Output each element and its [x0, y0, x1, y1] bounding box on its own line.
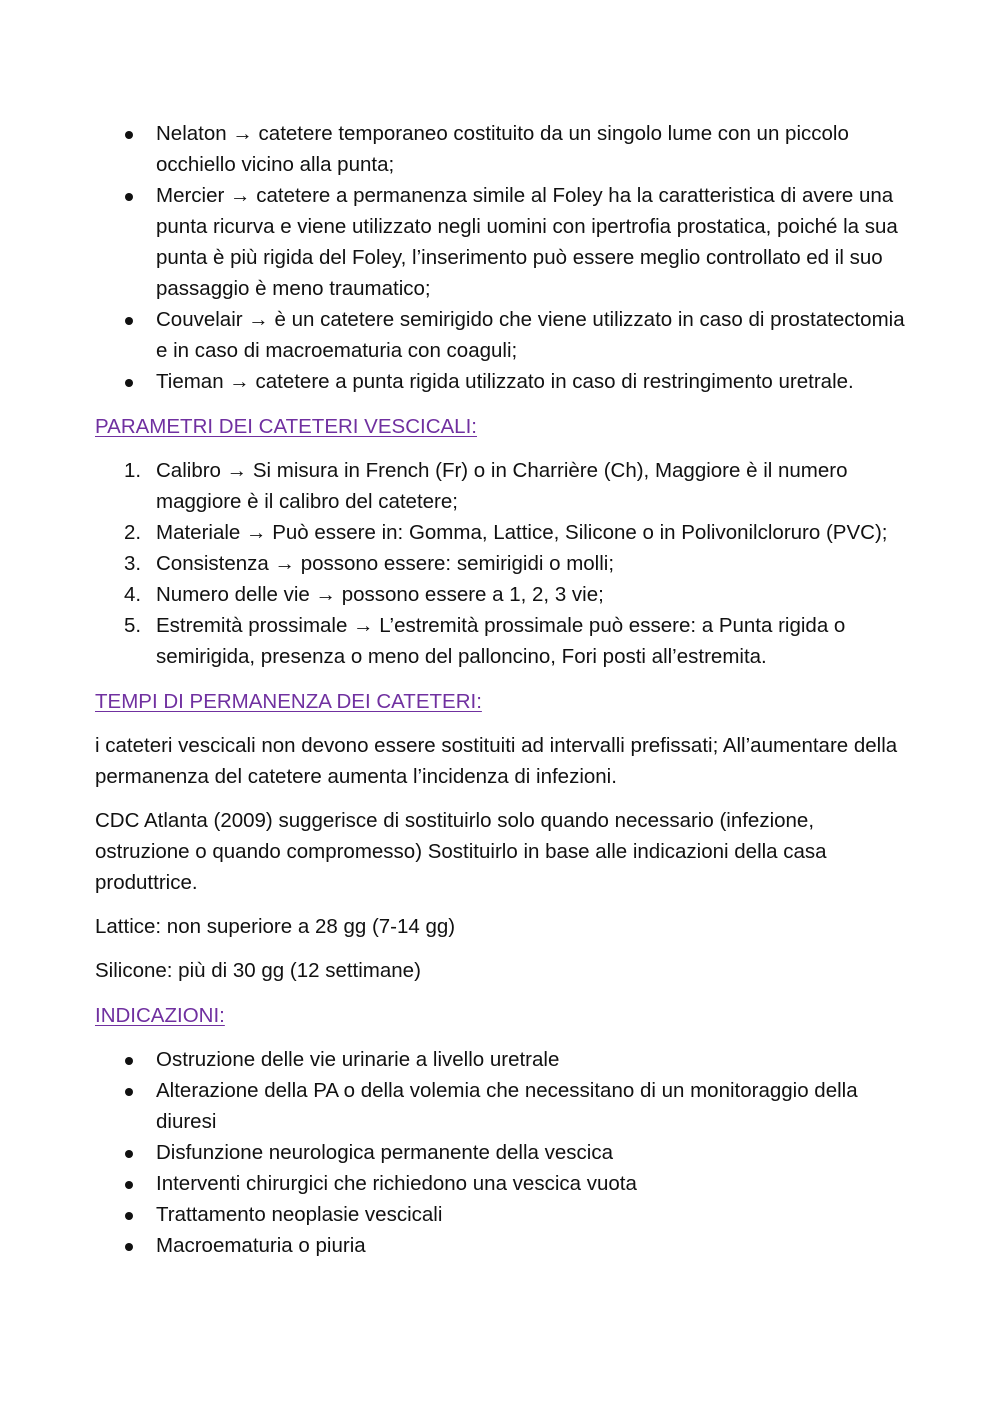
list-item	[95, 517, 905, 548]
list-number: 2.	[124, 521, 142, 544]
document-body	[95, 118, 905, 1261]
paragraph: i cateteri vescicali non devono essere sostituiti ad intervalli prefissati; All’aumentare della permanenza del catetere aumenta l’incidenza di infezioni.	[95, 734, 898, 788]
indicazioni-list	[95, 1044, 905, 1261]
list-item-text: Estremità prossimale → L’estremità prossimale può essere: a Punta rigida o semirigida, presenza o meno del palloncino, Fori posti all’estremita.	[156, 614, 846, 668]
list-item	[95, 610, 905, 672]
list-item-text: Tieman → catetere a punta rigida utilizzato in caso di restringimento uretrale.	[156, 370, 854, 393]
list-item-text: Materiale → Può essere in: Gomma, Lattice, Silicone o in Polivonilcloruro (PVC);	[156, 521, 888, 544]
list-item	[95, 180, 905, 304]
bullet-icon	[125, 1181, 133, 1189]
list-item-text: Couvelair → è un catetere semirigido che viene utilizzato in caso di prostatectomia e in caso di macroematuria con coaguli;	[156, 308, 905, 362]
list-item	[95, 579, 905, 610]
bullet-icon	[125, 193, 133, 201]
list-item-text: Nelaton → catetere temporaneo costituito da un singolo lume con un piccolo occhiello vicino alla punta;	[156, 122, 849, 176]
catheter-types-list	[95, 118, 905, 397]
paragraph: Lattice: non superiore a 28 gg (7-14 gg)	[95, 915, 456, 938]
list-item	[95, 1168, 905, 1199]
list-number: 3.	[124, 552, 142, 575]
paragraph: Silicone: più di 30 gg (12 settimane)	[95, 959, 421, 982]
list-item	[95, 548, 905, 579]
list-item-text: Interventi chirurgici che richiedono una vescica vuota	[156, 1172, 637, 1195]
section-heading-parametri: PARAMETRI DEI CATETERI VESCICALI:	[95, 415, 477, 438]
list-item	[95, 1137, 905, 1168]
bullet-icon	[125, 1243, 133, 1251]
bullet-icon	[125, 1212, 133, 1220]
list-item	[95, 1199, 905, 1230]
parametri-list	[95, 455, 905, 672]
list-item	[95, 1230, 905, 1261]
list-item	[95, 118, 905, 180]
list-number: 1.	[124, 459, 142, 482]
bullet-icon	[125, 1088, 133, 1096]
bullet-icon	[125, 317, 133, 325]
list-item	[95, 366, 905, 397]
section-heading-indicazioni: INDICAZIONI:	[95, 1004, 225, 1027]
list-item	[95, 1075, 905, 1137]
list-item-text: Trattamento neoplasie vescicali	[156, 1203, 443, 1226]
list-item-text: Mercier → catetere a permanenza simile al Foley ha la caratteristica di avere una punta ricurva e viene utilizzato negli uomini con ipertrofia prostatica, poiché la sua punta è più rigida del Foley, l’inserimento può essere meglio controllato ed il suo passaggio è meno traumatico;	[156, 184, 898, 300]
section-heading-tempi: TEMPI DI PERMANENZA DEI CATETERI:	[95, 690, 482, 713]
list-item	[95, 1044, 905, 1075]
list-item-text: Ostruzione delle vie urinarie a livello uretrale	[156, 1048, 560, 1071]
list-item-text: Disfunzione neurologica permanente della vescica	[156, 1141, 613, 1164]
bullet-icon	[125, 1150, 133, 1158]
list-item-text: Macroematuria o piuria	[156, 1234, 366, 1257]
bullet-icon	[125, 379, 133, 387]
list-item-text: Calibro → Si misura in French (Fr) o in Charrière (Ch), Maggiore è il numero maggiore è il calibro del catetere;	[156, 459, 848, 513]
list-number: 4.	[124, 583, 142, 606]
bullet-icon	[125, 1057, 133, 1065]
list-item-text: Numero delle vie → possono essere a 1, 2, 3 vie;	[156, 583, 604, 606]
bullet-icon	[125, 131, 133, 139]
paragraph: CDC Atlanta (2009) suggerisce di sostituirlo solo quando necessario (infezione, ostruzione o quando compromesso) Sostituirlo in base alle indicazioni della casa produttrice.	[95, 809, 827, 894]
list-number: 5.	[124, 614, 142, 637]
list-item	[95, 455, 905, 517]
list-item-text: Alterazione della PA o della volemia che necessitano di un monitoraggio della diuresi	[156, 1079, 858, 1133]
list-item	[95, 304, 905, 366]
list-item-text: Consistenza → possono essere: semirigidi o molli;	[156, 552, 615, 575]
